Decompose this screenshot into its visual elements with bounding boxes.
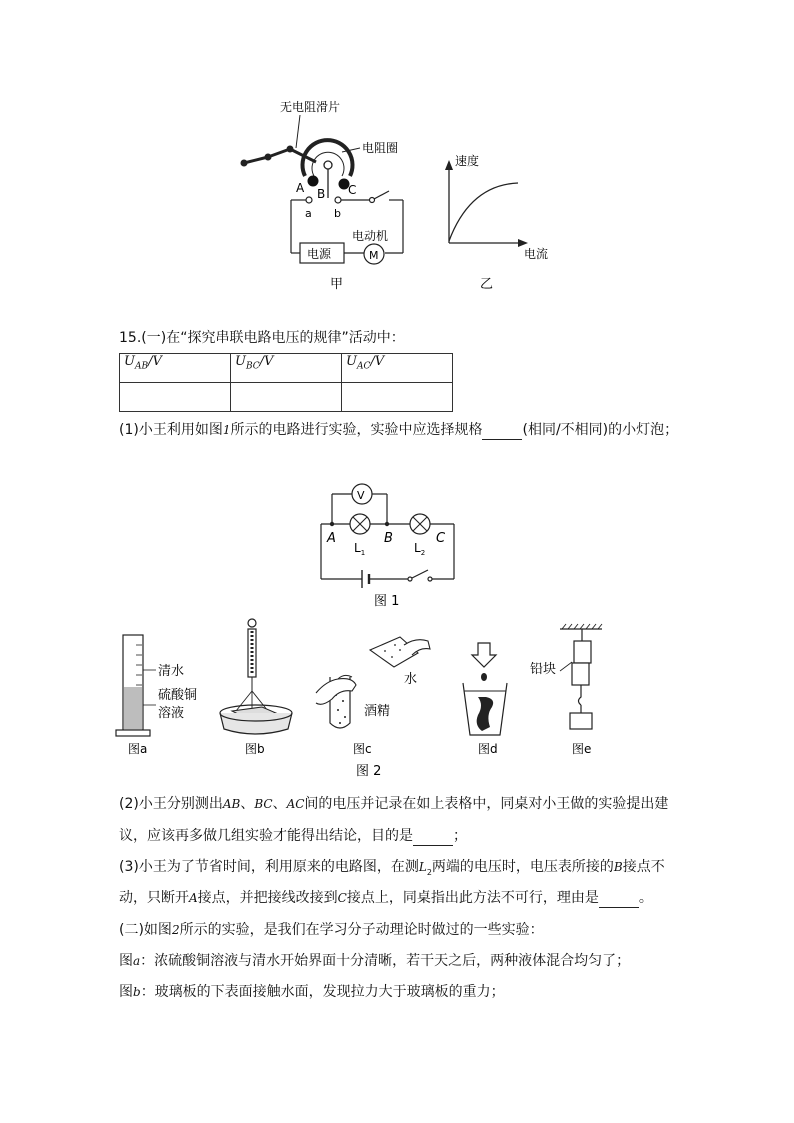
voltage-table [119,353,453,412]
fig-a-description [119,951,630,971]
motor-symbol-label: M [369,249,379,262]
q3-C: C [337,891,347,905]
q1-fig-ref: 1 [222,423,231,437]
node-A-label: A [296,181,305,195]
fb-letter: b [133,985,141,999]
table-header-uac: $U_{AC}/V$ [342,354,453,383]
table-cell [231,383,342,412]
q2-sep: 、 [272,796,287,812]
slider-label: 无电阻滑片 [280,100,341,114]
q3-line2 [119,888,653,908]
q2-text: 间的电压并记录在如上表格中，同桌对小王做的实验提出建 [304,796,669,812]
graph-x-arrow [518,239,528,247]
spring-scale-apparatus [220,619,292,734]
q3-text: (3)小王为了节省时间，利用原来的电路图，在测 [119,859,419,875]
label-lead-block: 铅块 [530,662,557,677]
table-row [120,383,453,412]
switch-contact [428,577,432,581]
q3-text: 两端的电压时，电压表所接的 [431,859,614,875]
node-dot-B [385,522,389,526]
q3-L2: L [418,860,427,874]
figure-top [0,0,794,300]
ink-drop-apparatus [463,643,507,735]
q3-text: 。 [638,890,653,906]
contact-A [308,176,319,187]
graph-y-arrow [445,160,453,170]
coil-label: 电阻圈 [362,141,399,155]
answer-blank-3[interactable] [599,893,639,908]
graph-y-label: 速度 [455,154,480,168]
graph-curve [449,183,518,241]
q2-line1 [119,794,668,814]
cylinder-apparatus [116,635,156,736]
slider-joint [265,154,272,161]
caption-fig-d: 图d [478,742,498,756]
q2-sep: 、 [240,796,255,812]
fa-text: ：浓硫酸铜溶液与清水开始界面十分清晰，若干天之后，两种液体混合均匀了； [140,953,631,969]
label-water: 水 [404,672,418,687]
q1-text-a: (1)小王利用如图 [119,422,223,438]
lamp-L2 [410,514,430,534]
caption-fig-b: 图b [245,742,265,756]
slider-label-leader [296,115,300,148]
node-B-label: B [317,187,326,201]
part2-text: (二)如图 [119,922,172,938]
q2-text: 议，应该再多做几组实验才能得出结论，目的是 [119,828,413,844]
q2-BC: BC [254,797,273,811]
q2-text: (2)小王分别测出 [119,796,223,812]
q2-AC: AC [286,797,305,811]
q2-line2 [119,826,467,846]
figure-1-circuit [0,470,794,615]
q3-A: A [189,891,198,905]
q3-B: B [613,860,623,874]
q15-part1 [119,420,678,440]
q3-text: 接点，并把接线改接到 [197,890,338,906]
label-cuso4-line2: 溶液 [158,706,185,721]
voltmeter-label: V [357,489,365,502]
answer-blank-1[interactable] [482,425,522,440]
caption-fig-a: 图a [128,742,148,756]
node-dot-A [330,522,334,526]
terminal-a-label: a [305,207,312,220]
fa-text: 图 [119,953,133,969]
table-header-row [120,354,453,383]
part2-intro [119,920,544,940]
fig1-label-C: C [436,531,446,546]
caption-fig-c: 图c [353,742,372,756]
q3-text: 动，只断开 [119,890,189,906]
label-alcohol: 酒精 [364,704,391,719]
q2-AB: AB [222,797,241,811]
fig1-caption: 图 1 [374,594,400,609]
q15-intro: 15.(一)在“探究串联电路电压的规律”活动中： [119,330,405,346]
q3-text: 接点上，同桌指出此方法不可行，理由是 [346,890,599,906]
q1-text-b: 所示的电路进行实验，实验中应选择规格 [230,422,483,438]
q3-text: 接点不 [622,859,665,875]
terminal-a [306,197,312,203]
lamp-L1 [350,514,370,534]
switch-contact [408,577,412,581]
motor-label: 电动机 [352,229,389,243]
table-cell [120,383,231,412]
node-C-label: C [348,183,357,197]
part2-text: 所示的实验，是我们在学习分子动理论时做过的一些实验： [179,922,544,938]
lead-blocks-apparatus [560,624,602,729]
fig1-label-A: A [327,531,336,546]
q2-text: ； [453,828,467,844]
fig2-caption: 图 2 [356,764,382,779]
slider-joint [287,146,294,153]
caption-fig-e: 图e [572,742,592,756]
graph-x-label: 电流 [524,247,549,261]
q1-text-c: (相同/不相同)的小灯泡； [522,422,679,438]
source-label: 电源 [307,247,332,261]
fig1-label-B: B [384,531,393,546]
terminal-b [335,197,341,203]
table-header-ubc: $U_{BC}/V$ [231,354,342,383]
fig1-label-L2: $L_2$ [414,541,426,557]
label-cuso4-line1: 硫酸铜 [158,688,198,703]
q3-L2-sub: 2 [426,867,432,877]
pivot [324,161,332,169]
fig-b-description [119,982,505,1002]
fb-text: ：玻璃板的下表面接触水面，发现拉力大于玻璃板的重力； [140,984,505,1000]
table-cell [342,383,453,412]
terminal-b-label: b [334,207,341,220]
fig1-label-L1: $L_1$ [354,541,366,557]
caption-jia: 甲 [330,277,344,292]
part2-fig-ref: 2 [171,923,180,937]
fb-text: 图 [119,984,133,1000]
label-clear-water: 清水 [158,664,185,679]
slider-joint [241,160,248,167]
table-header-uab: $U_{AB}/V$ [120,354,231,383]
caption-yi: 乙 [480,277,494,292]
answer-blank-2[interactable] [413,831,453,846]
q3-line1 [119,857,665,883]
figure-2 [0,615,794,785]
fa-letter: a [133,954,141,968]
switch-pivot [370,198,375,203]
